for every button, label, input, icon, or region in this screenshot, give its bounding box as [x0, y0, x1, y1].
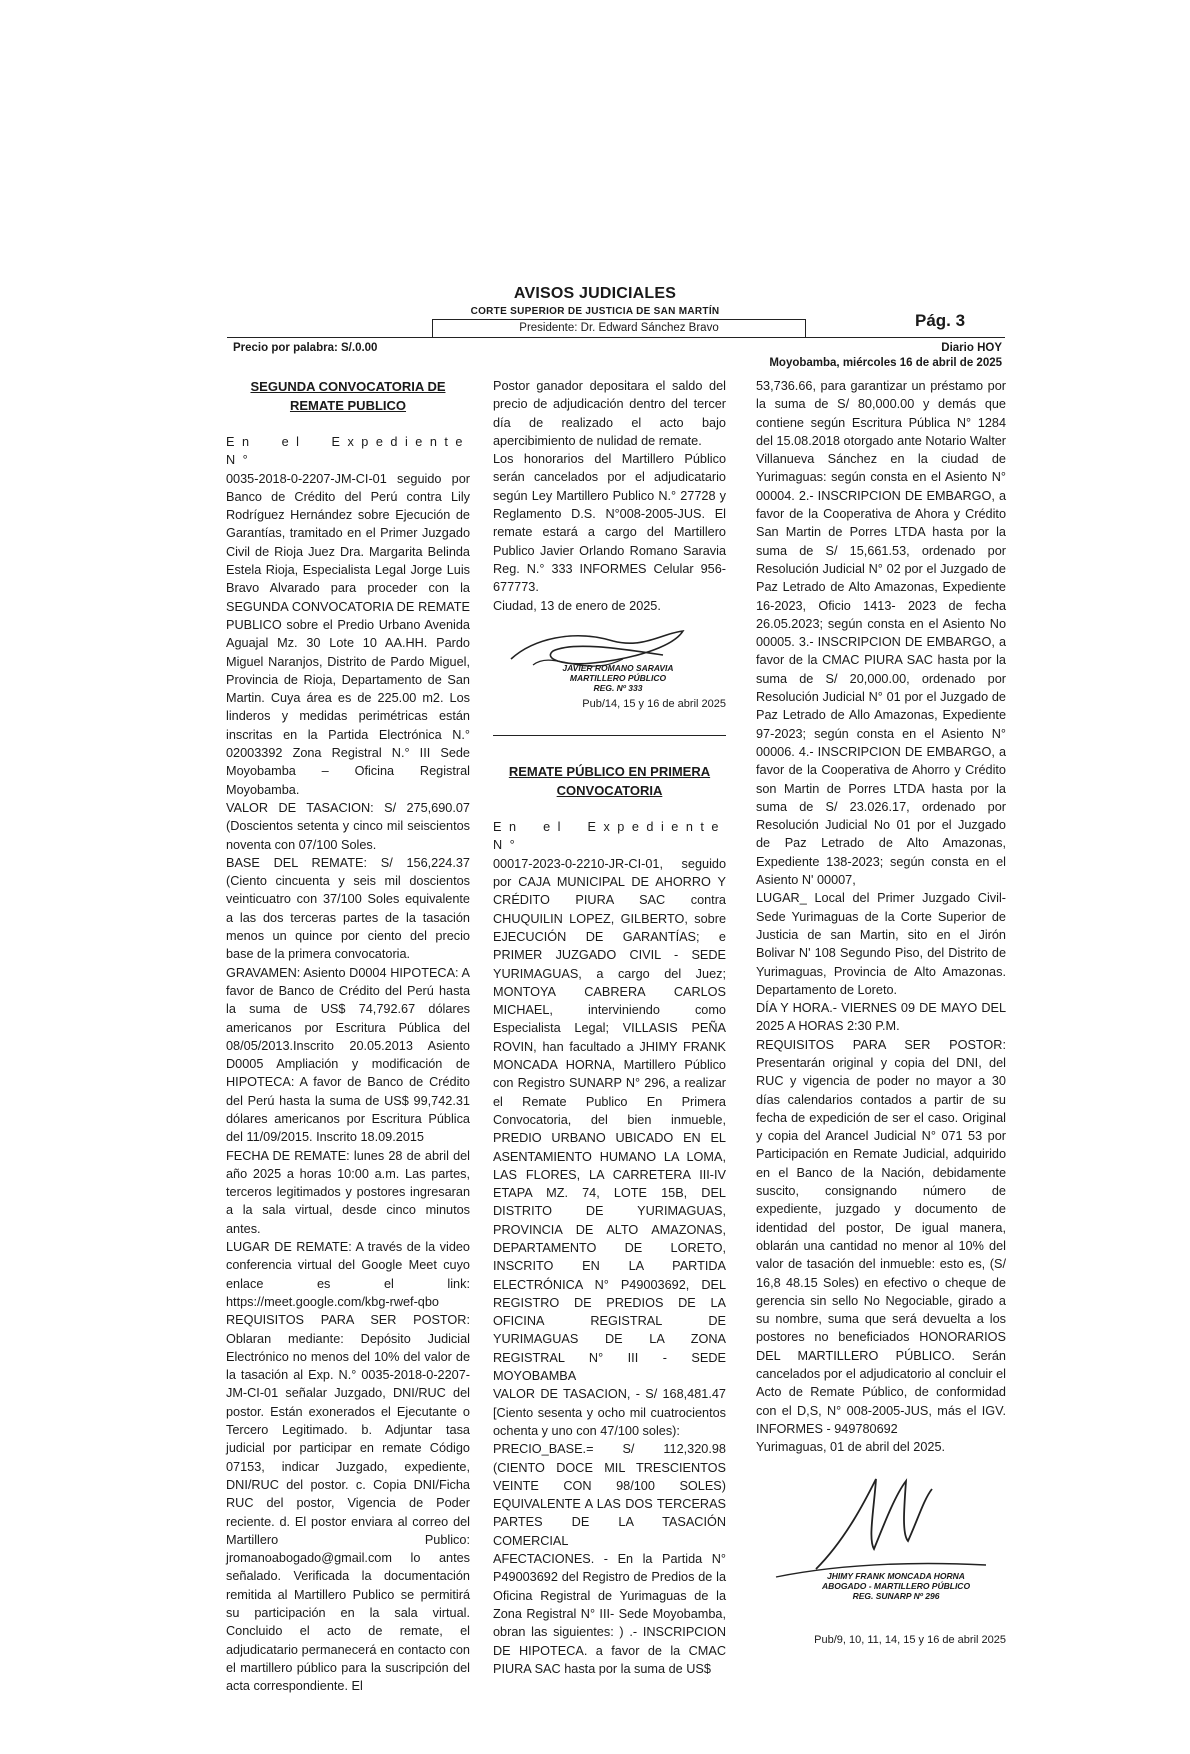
notice-2-paragraph: AFECTACIONES. - En la Partida N° P49003692 del Registro de Predios de la Oficina Registral de Yurimaguas de la Zona Registral N° III- Sede Moyobamba, obran las siguientes: ) .- INSCRIPCION DE HIPOTECA. a favor de la CMAC PIURA SAC hasta por la suma de US$	[493, 1552, 726, 1676]
notice-1-paragraph: Los honorarios del Martillero Público serán cancelados por el adjudicatario según Ley Martillero Publico N.° 27728 y Reglamento D.S. N°008-2005-JUS. El remate estará a cargo del Martillero Publico Javier Orlando Romano Saravia Reg. N.° 333 INFORMES Celular 956-677773.	[493, 452, 726, 595]
notice-separator	[493, 735, 726, 736]
notice-2-paragraph: DÍA Y HORA.- VIERNES 09 DE MAYO DEL 2025 A HORAS 2:30 P.M.	[756, 1001, 1006, 1034]
signature-name: JHIMY FRANK MONCADA HORNA	[827, 1570, 965, 1581]
notice-1-heading: SEGUNDA CONVOCATORIA DE REMATE PUBLICO	[250, 379, 446, 413]
notice-1-paragraph: LUGAR DE REMATE: A través de la video conferencia virtual del Google Meet cuyo enlace es el link: https://meet.google.com/kbg-rwef-qbo	[226, 1240, 470, 1309]
newspaper-name: Diario HOY	[941, 342, 1002, 354]
notice-1-publication-dates: Pub/14, 15 y 16 de abril 2025	[582, 697, 726, 710]
notice-2-lead: En el Expediente N°	[493, 820, 726, 853]
signature-scribble-icon	[756, 1469, 1006, 1579]
notice-2-publication-dates: Pub/9, 10, 11, 14, 15 y 16 de abril 2025	[814, 1633, 1006, 1646]
notice-2-paragraph: 53,736.66, para garantizar un préstamo por la suma de S/ 80,000.00 y demás que contiene según Escritura Pública N° 1284 del 15.08.2018 otorgado ante Notario Walter Villanueva Sánchez en la ciudad de Yurimaguas: según consta en el Asiento N° 00004. 2.- INSCRIPCION DE EMBARGO, a favor de la Cooperativa de Ahora y Crédito San Martin de Porres LTDA hasta por la suma de S/ 15,661.53, ordenado por Resolución Judicial N° 02 por el Juzgado de Paz Letrado de Alto Amazonas, Expediente 16-2023, Oficio 1413- 2023 de fecha 26.05.2023; según consta en el Asiento No 00005. 3.- INSCRIPCION DE EMBARGO, a favor de la CMAC PIURA SAC hasta por la suma de S/ 20,000.00, ordenado por Resolución Judicial N° 01 por el Juzgado de Paz Letrado de Allo Amazonas, Expediente 97-2023; según consta en el Asiento N° 00006. 4.- INSCRIPCION DE EMBARGO, a favor de la Cooperativa de Ahorro y Crédito son Martin de Porres LTDA hasta por la suma de S/ 23.026.17, ordenado por Resolución Judicial No 01 por el Juzgado de Paz Letrado de Alto Amazonas, Expediente 138-2023; según consta en el Asiento N' 00007,	[756, 379, 1006, 888]
notice-2-paragraph: PRECIO_BASE.= S/ 112,320.98 (CIENTO DOCE MIL TRESCIENTOS VEINTE CON 98/100 SOLES) EQUIVALENTE A LAS DOS TERCERAS PARTES DE LA TASACIÓN COMERCIAL	[493, 1442, 726, 1548]
price-per-word: Precio por palabra: S/.0.00	[233, 342, 378, 354]
section-title: AVISOS JUDICIALES	[513, 285, 677, 302]
notice-2-paragraph: VALOR DE TASACION, - S/ 168,481.47 [Ciento sesenta y ocho mil cuatrocientos ochenta y uno con 47/100 soles):	[493, 1387, 726, 1438]
signature-moncada	[756, 1469, 1006, 1609]
signature-title: MARTILLERO PÚBLICO	[569, 672, 667, 683]
notice-2-paragraph: REQUISITOS PARA SER POSTOR: Presentarán original y copia del DNI, del RUC y vigencia de poder no mayor a 30 días calendarios contados a partir de su fecha de expedición de ser el caso. Original y copia del Arancel Judicial N° 071 53 por Participación en Remate Judicial, adquirido en el Banco de la Nación, debidamente suscito, consignando número de expediente, juzgado y documento de identidad del postor, De igual manera, oblarán una cantidad no menor al 10% del valor de tasación del inmueble: esto es, (S/ 16,8 48.15 Soles) en efectivo o cheque de gerencia sin sello No Negociable, girado a su nombre, suma que será devuelta a los postores no beneficiados HONORARIOS DEL MARTILLERO PÚBLICO. Serán cancelados por el adjudicatorio al concluir el Acto de Remate Público, de conformidad con el D,S, N° 008-2005-JUS, más el IGV. INFORMES - 949780692	[756, 1037, 1006, 1436]
notice-1-paragraph: GRAVAMEN: Asiento D0004 HIPOTECA: A favor de Banco de Crédito del Perú hasta la suma de US$ 74,792.67 dólares americanos por Escritura Pública del 08/05/2013.Inscrito 20.05.2013 Asiento D0005 Ampliación y modificación de HIPOTECA: A favor de Banco de Crédito del Perú hasta la suma de US$ 99,742.31 dólares americanos por Escritura Pública del 11/09/2015. Inscrito 18.09.2015	[226, 965, 470, 1145]
notice-1-paragraph: VALOR DE TASACION: S/ 275,690.07 (Doscientos setenta y cinco mil seiscientos noventa con 07/100 Soles.	[226, 800, 470, 852]
notice-1-paragraph: REQUISITOS PARA SER POSTOR: Oblaran mediante: Depósito Judicial Electrónico no menos del 10% del valor de la tasación al Exp. N.° 0035-2018-0-2207-JM-CI-01 señalar Juzgado, DNI/RUC del postor. Están exonerados el Ejecutante o Tercero Legitimado. b. Adjuntar tasa judicial por participar en remate Código 07153, indicar Juzgado, expediente, DNI/RUC del postor. c. Copia DNI/Ficha RUC del postor, Vigencia de Poder reciente. d. El postor enviara al correo del Martillero Publico: jromanoabogado@gmail.com lo antes señalado. Verificada la documentación remitida al Martillero Publico se permitirá su participación en la sala virtual. Concluido el acto de remate, el adjudicatario permanecerá en contacto con el martillero público para la suscripción del acta correspondiente. El	[226, 1313, 470, 1694]
issue-date: Moyobamba, miércoles 16 de abril de 2025	[769, 357, 1002, 369]
signature-reg: REG. SUNARP Nº 296	[852, 1590, 940, 1601]
notice-1-paragraph: FECHA DE REMATE: lunes 28 de abril del año 2025 a horas 10:00 a.m. Las partes, terceros legitimados y postores ingresaran a la sala virtual, desde cinco minutos antes.	[226, 1148, 470, 1236]
notice-1-dateline: Ciudad, 13 de enero de 2025.	[493, 598, 661, 613]
notice-1-lead: En el Expediente N°	[226, 435, 470, 468]
notice-2-heading: REMATE PÚBLICO EN PRIMERA CONVOCATORIA	[508, 764, 711, 799]
signature-name: JAVIER ROMANO SARAVIA	[562, 662, 674, 673]
header-rule	[227, 337, 1005, 338]
column-1	[226, 377, 470, 1695]
notice-2-paragraph: 00017-2023-0-2210-JR-CI-01, seguido por CAJA MUNICIPAL DE AHORRO Y CRÉDITO PIURA SAC contra CHUQUILIN LOPEZ, GILBERTO, sobre EJECUCIÓN DE GARANTÍAS; e PRIMER JUZGADO CIVIL - SEDE YURIMAGUAS, a cargo del Juez; MONTOYA CABRERA CARLOS MICHAEL, interviniendo como Especialista Legal; VILLASIS PEÑA ROVIN, han facultado a JHIMY FRANK MONCADA HORNA, Martillero Público con Registro SUNARP N° 296, a realizar el Remate Publico En Primera Convocatoria, del bien inmueble, PREDIO URBANO UBICADO EN EL ASENTAMIENTO HUMANO LA LOMA, LAS FLORES, LA CARRETERA III-IV ETAPA MZ. 74, LOTE 15B, DEL DISTRITO DE YURIMAGUAS, PROVINCIA DE ALTO AMAZONAS, DEPARTAMENTO DE LORETO, INSCRITO EN LA PARTIDA ELECTRÓNICA N° P49003692, DEL REGISTRO DE PREDIOS DE LA OFICINA REGISTRAL DE YURIMAGUAS DE LA ZONA REGISTRAL N° III - SEDE MOYOBAMBA	[493, 856, 726, 1384]
president-line: Presidente: Dr. Edward Sánchez Bravo	[432, 319, 806, 337]
signature-romano	[493, 619, 726, 695]
court-name: CORTE SUPERIOR DE JUSTICIA DE SAN MARTÍN	[470, 306, 720, 317]
notice-1-paragraph: Postor ganador depositara el saldo del precio de adjudicación dentro del tercer día de realizado el acto bajo apercibimiento de nulidad de remate.	[493, 379, 726, 448]
signature-reg: REG. Nº 333	[593, 682, 643, 693]
page-number: Pág. 3	[915, 311, 966, 330]
notice-1-paragraph: BASE DEL REMATE: S/ 156,224.37 (Ciento cincuenta y seis mil doscientos veinticuatro con 37/100 Soles equivalente a las dos terceras partes de la tasación menos un quince por ciento del precio base de la primera convocatoria.	[226, 855, 470, 962]
notice-2-paragraph: LUGAR_ Local del Primer Juzgado Civil- Sede Yurimaguas de la Corte Superior de Justicia de san Martin, sito en el Jirón Bolivar N' 108 Segundo Piso, del Distrito de Yurimaguas, Provincia de Alto Amazonas. Departamento de Loreto.	[756, 891, 1006, 997]
column-3	[756, 377, 1006, 1649]
signature-title: ABOGADO - MARTILLERO PÚBLICO	[821, 1580, 971, 1591]
column-2	[493, 377, 726, 1678]
notice-1-paragraph: 0035-2018-0-2207-JM-CI-01 seguido por Banco de Crédito del Perú contra Lily Rodríguez Hernández sobre Ejecución de Garantías, tramitado en el Primer Juzgado Civil de Rioja Juez Dra. Margarita Belinda Estela Rioja, Especialista Legal Jorge Luis Bravo Alvarado para proceder con la SEGUNDA CONVOCATORIA DE REMATE PUBLICO sobre el Predio Urbano Avenida Aguajal Mz. 30 Lote 10 AA.HH. Pardo Miguel Naranjos, Distrito de Pardo Miguel, Provincia de Rioja, Departamento de San Martin. Cuya área es de 225.00 m2. Los linderos y medidas perimétricas están inscritas en la Partida Electrónica N.° 02003392 Zona Registral N.° III Sede Moyobamba – Oficina Registral Moyobamba.	[226, 471, 470, 797]
notice-2-dateline: Yurimaguas, 01 de abril del 2025.	[756, 1440, 946, 1455]
